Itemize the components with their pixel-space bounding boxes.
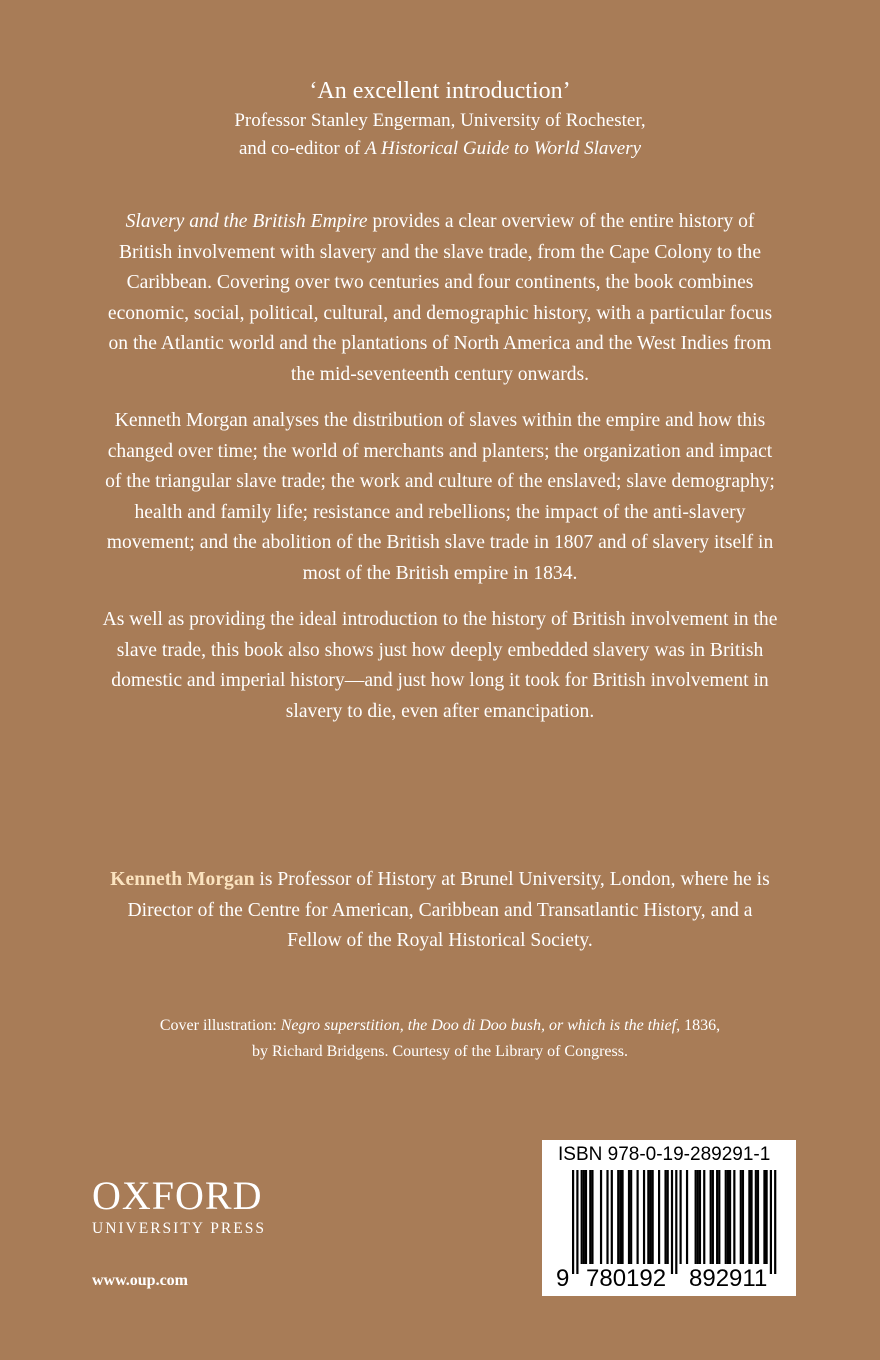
barcode-bar [742, 1170, 744, 1264]
barcode-bar [703, 1170, 705, 1264]
barcode-bar [695, 1170, 697, 1264]
barcode-bar [617, 1170, 619, 1264]
barcode-bar [710, 1170, 712, 1264]
cover-credit-prefix: Cover illustration: [159, 1017, 281, 1034]
barcode-bar [658, 1170, 660, 1264]
barcode-bar [718, 1170, 720, 1264]
barcode-bar [748, 1170, 750, 1264]
barcode-bar [725, 1170, 727, 1264]
barcode-bar [755, 1170, 757, 1264]
barcode-bar [664, 1170, 666, 1264]
barcode-bar [619, 1170, 621, 1264]
cover-credit-line-2: by Richard Bridgens. Courtesy of the Library of Congress. [252, 1043, 628, 1060]
quote-source-book-title: A Historical Guide to World Slavery [365, 138, 642, 159]
barcode-bar [774, 1170, 776, 1274]
barcode-lead-digit: 9 [556, 1265, 570, 1292]
author-name: Kenneth Morgan [110, 869, 255, 890]
barcode-bar [770, 1170, 772, 1274]
quote-source-prefix: and co-editor of [238, 138, 366, 159]
barcode-bar [628, 1170, 630, 1264]
barcode-digit-group-1: 780192 [586, 1265, 667, 1292]
barcode-bar [606, 1170, 608, 1264]
barcode-bar [750, 1170, 752, 1264]
publisher-subtitle: UNIVERSITY PRESS [92, 1220, 266, 1237]
barcode-bar [583, 1170, 585, 1264]
barcode-bar [572, 1170, 574, 1274]
barcode-bar [576, 1170, 578, 1274]
description-paragraph-2: Kenneth Morgan analyses the distribution of slaves within the empire and how this changed over time; the world of merchants and planters; the organization and impact of the triangular slave trade; the work and culture of the enslaved; slave demography; health and family life; resistance and rebellions; the impact of the anti-slavery movement; and the abolition of the British slave trade in 1807 and of slavery itself in most of the British empire in 1834. [105, 410, 775, 584]
barcode-bar [591, 1170, 593, 1264]
barcode-bar [729, 1170, 731, 1264]
barcode-bar [581, 1170, 583, 1264]
barcode-bar [716, 1170, 718, 1264]
barcode-bar [680, 1170, 682, 1264]
review-quote [100, 76, 780, 163]
barcode-bar [733, 1170, 735, 1264]
barcode-bar [763, 1170, 765, 1264]
quote-source-line-1: Professor Stanley Engerman, University of Rochester, [234, 110, 646, 131]
barcode-bar [621, 1170, 623, 1264]
publisher-website: www.oup.com [92, 1272, 189, 1289]
barcode-bar [652, 1170, 654, 1264]
barcode-bar [757, 1170, 759, 1264]
author-bio-text: is Professor of History at Brunel University, London, where he is Director of the Centre for American, Caribbean and Transatlantic History, and a Fellow of the Royal Historical Society. [127, 869, 770, 951]
book-title: Slavery and the British Empire [125, 211, 368, 232]
author-bio [100, 865, 780, 957]
cover-credit-line-1 [100, 1013, 780, 1039]
barcode-digit-group-2: 892911 [689, 1265, 768, 1292]
barcode-bar [600, 1170, 602, 1264]
cover-credit-year: 1836, [680, 1017, 721, 1034]
barcode-bar [649, 1170, 651, 1264]
barcode-bar [589, 1170, 591, 1264]
barcode-bar [637, 1170, 639, 1264]
isbn-barcode [542, 1140, 796, 1296]
barcode-bar [686, 1170, 688, 1264]
description-paragraph-1 [100, 207, 780, 390]
quote-text: ‘An excellent introduction’ [309, 78, 571, 104]
barcode-bar [697, 1170, 699, 1264]
book-description [100, 207, 780, 743]
cover-illustration-credit [100, 1013, 780, 1065]
barcode-bar [766, 1170, 768, 1264]
barcode-bar [740, 1170, 742, 1264]
barcode-bar [675, 1170, 677, 1274]
barcode-bar [671, 1170, 673, 1274]
barcode-bar [585, 1170, 587, 1264]
barcode-bar [699, 1170, 701, 1264]
barcode-bar [643, 1170, 645, 1264]
quote-source-line-2 [100, 135, 780, 163]
barcode-bar [630, 1170, 632, 1264]
description-paragraph-3: As well as providing the ideal introduction to the history of British involvement in the slave trade, this book also shows just how deeply embedded slavery was in British domestic and imperial history—and just how long it took for British involvement in slavery to die, even after emancipation. [102, 609, 778, 722]
publisher-logo [92, 1173, 266, 1238]
publisher-name: OXFORD [92, 1173, 263, 1218]
barcode-bar [647, 1170, 649, 1264]
barcode-bar [727, 1170, 729, 1264]
barcode-bar [712, 1170, 714, 1264]
barcode-bar [667, 1170, 669, 1264]
cover-artwork-title: Negro superstition, the Doo di Doo bush, or which is the thief, [280, 1017, 681, 1034]
barcode-bar [611, 1170, 613, 1264]
isbn-label: ISBN 978-0-19-289291-1 [558, 1144, 771, 1165]
description-paragraph-1-text: provides a clear overview of the entire history of British involvement with slavery and the slave trade, from the Cape Colony to the Caribbean. Covering over two centuries and four continents, the book combines economic, social, political, cultural, and demographic history, with a particular focus on the Atlantic world and the plantations of North America and the West Indies from the mid-seventeenth century onwards. [107, 211, 773, 385]
